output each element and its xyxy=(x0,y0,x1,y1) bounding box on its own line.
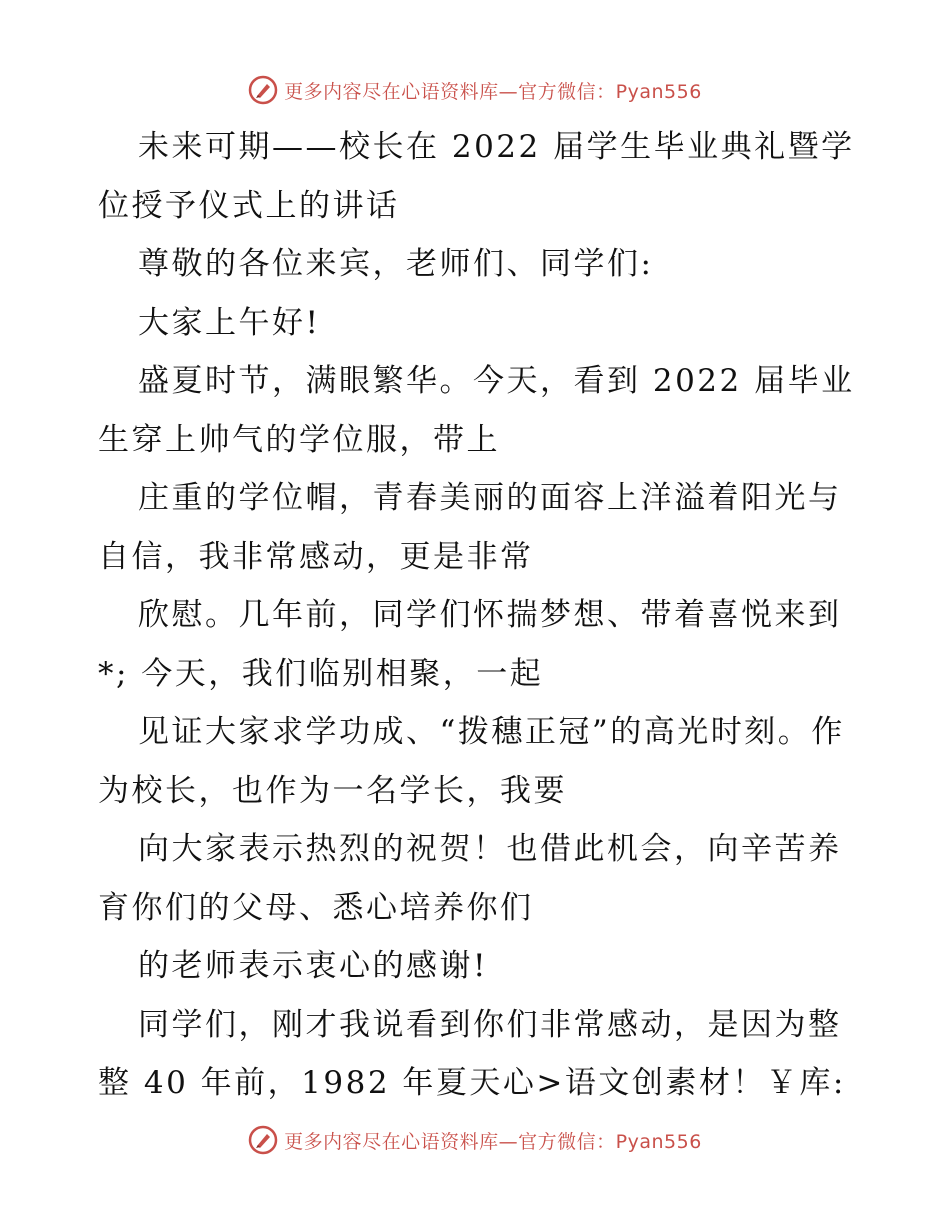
header-watermark xyxy=(0,70,950,110)
pen-logo-icon xyxy=(248,75,278,105)
header-watermark-text: 更多内容尽在心语资料库—官方微信：Pyan556 xyxy=(284,80,702,103)
footer-watermark xyxy=(0,1120,950,1160)
paragraph: 见证大家求学功成、“拨穗正冠”的高光时刻。作为校长，也作为一名学长，我要 xyxy=(98,714,845,809)
paragraph: 的老师表示衷心的感谢! xyxy=(138,948,488,984)
footer-watermark-text: 更多内容尽在心语资料库—官方微信：Pyan556 xyxy=(284,1130,702,1153)
greeting: 大家上午好! xyxy=(138,304,321,341)
paragraph: 盛夏时节，满眼繁华。今天，看到 2022 届毕业生穿上帅气的学位服，带上 xyxy=(98,363,855,458)
document-body xyxy=(98,118,858,1113)
paragraph: 欣慰。几年前，同学们怀揣梦想、带着喜悦来到*; 今天，我们临别相聚，一起 xyxy=(98,597,842,692)
paragraph: 向大家表示热烈的祝贺！也借此机会，向辛苦养育你们的父母、悉心培养你们 xyxy=(98,831,842,926)
salutation: 尊敬的各位来宾，老师们、同学们: xyxy=(138,246,654,282)
paragraph: 庄重的学位帽，青春美丽的面容上洋溢着阳光与自信，我非常感动，更是非常 xyxy=(98,480,842,575)
doc-title: 未来可期——校长在 2022 届学生毕业典礼暨学位授予仪式上的讲话 xyxy=(98,129,855,224)
paragraph: 同学们，刚才我说看到你们非常感动，是因为整整 40 年前，1982 年夏天心>语文创素材！￥库: xyxy=(98,1006,846,1101)
pen-logo-icon xyxy=(248,1125,278,1155)
